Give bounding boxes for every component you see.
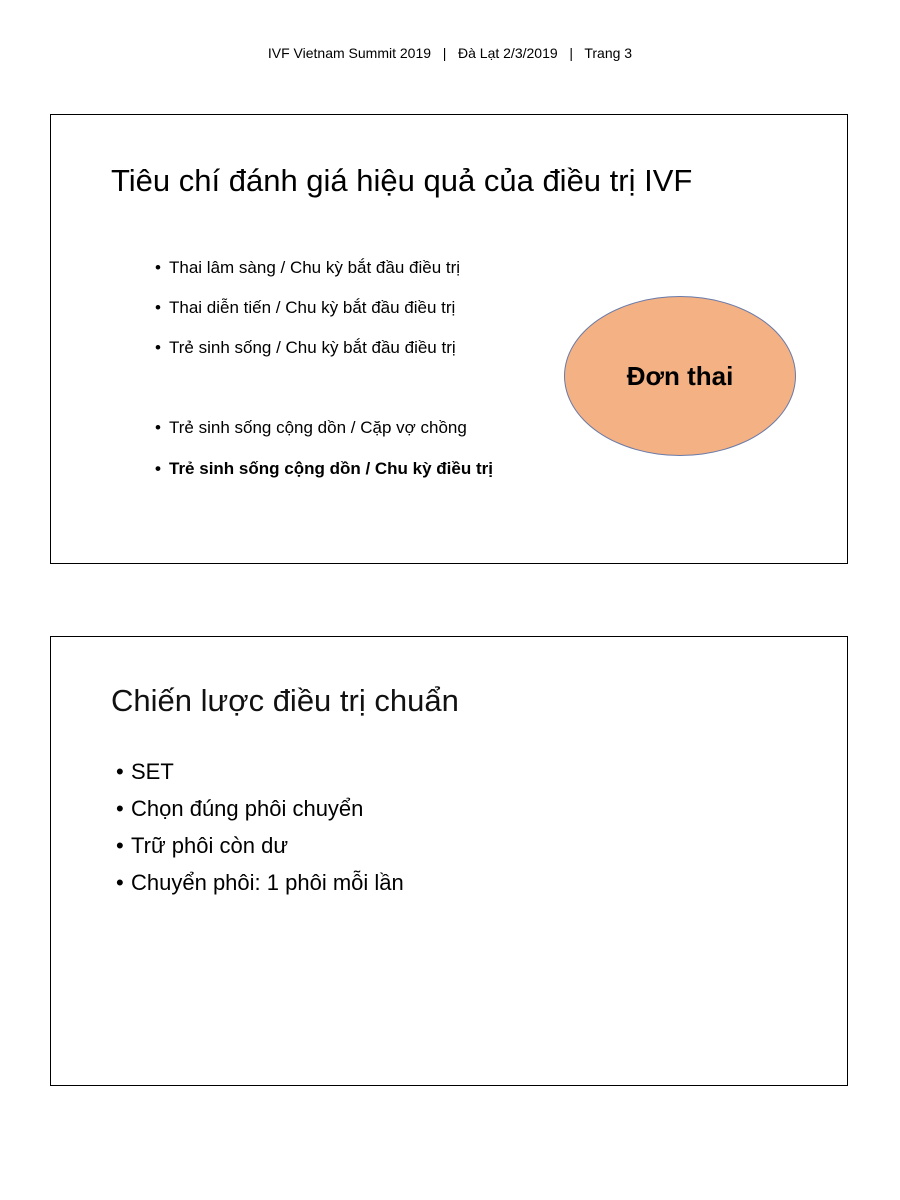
bullet-item: • Chọn đúng phôi chuyển bbox=[116, 796, 364, 821]
ellipse-label: Đơn thai bbox=[626, 360, 734, 391]
slide-2-title: Chiến lược điều trị chuẩn bbox=[111, 683, 459, 718]
page-header: IVF Vietnam Summit 2019 | Đà Lạt 2/3/2019 | Trang 3 bbox=[267, 45, 633, 61]
bullet-icon: • bbox=[116, 796, 124, 821]
bullet-icon: • bbox=[116, 833, 124, 858]
bullet-item: • Chuyển phôi: 1 phôi mỗi lần bbox=[116, 870, 404, 895]
bullet-icon: • bbox=[155, 459, 161, 478]
bullet-icon: • bbox=[155, 338, 161, 357]
bullet-icon: • bbox=[155, 298, 161, 317]
bullet-item-highlighted: • Trẻ sinh sống cộng dồn / Chu kỳ điều trị bbox=[155, 459, 493, 478]
singleton-ellipse bbox=[564, 296, 796, 456]
slide-1 bbox=[50, 114, 848, 564]
bullet-icon: • bbox=[116, 870, 124, 895]
bullet-icon: • bbox=[155, 258, 161, 277]
bullet-item: • SET bbox=[116, 759, 174, 784]
bullet-icon: • bbox=[155, 418, 161, 437]
bullet-item: • Thai lâm sàng / Chu kỳ bắt đầu điều trị bbox=[155, 258, 461, 277]
slide-2 bbox=[50, 636, 848, 1086]
bullet-item: • Trữ phôi còn dư bbox=[116, 833, 289, 858]
bullet-icon: • bbox=[116, 759, 124, 784]
bullet-item: • Trẻ sinh sống cộng dồn / Cặp vợ chồng bbox=[155, 418, 467, 437]
bullet-item: • Trẻ sinh sống / Chu kỳ bắt đầu điều trị bbox=[155, 338, 456, 357]
slide-1-title: Tiêu chí đánh giá hiệu quả của điều trị IVF bbox=[111, 163, 693, 198]
bullet-item: • Thai diễn tiến / Chu kỳ bắt đầu điều trị bbox=[155, 298, 456, 317]
